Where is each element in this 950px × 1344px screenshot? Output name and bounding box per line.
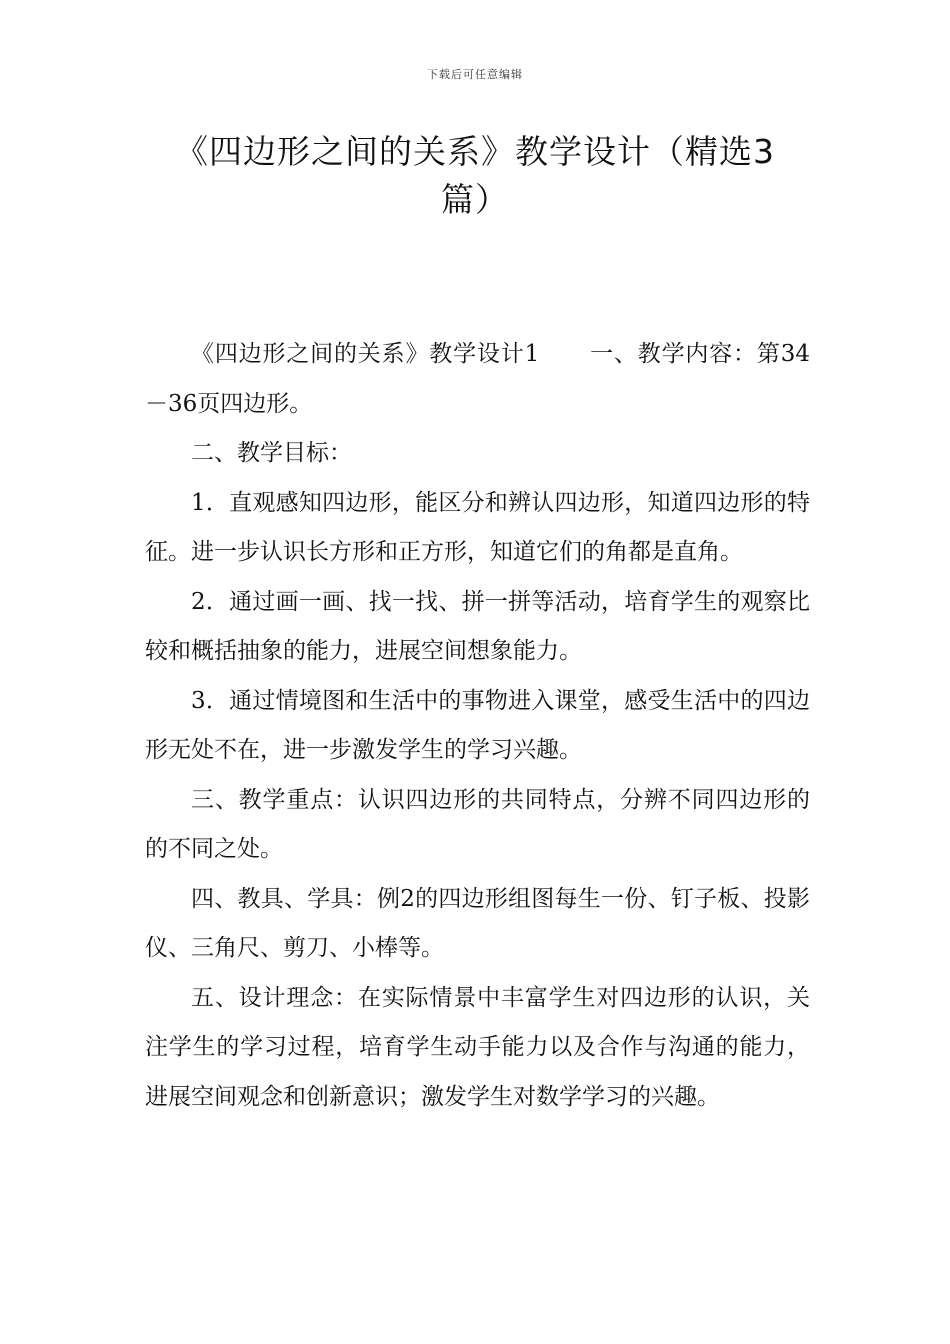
content-value: 第34－36页四边形。 <box>145 341 810 417</box>
content-label: 一、教学内容： <box>589 341 757 367</box>
paragraph-goal-1: 1．直观感知四边形，能区分和辨认四边形，知道四边形的特征。进一步认识长方形和正方形，知道它们的角都是直角。 <box>145 489 810 565</box>
title-line-2: 篇） <box>441 180 509 219</box>
document-title <box>140 128 810 224</box>
section-heading: 《四边形之间的关系》教学设计1 <box>191 341 540 367</box>
title-line-1: 《四边形之间的关系》教学设计（精选3 <box>175 132 775 171</box>
paragraph-goals-heading: 二、教学目标： <box>191 440 352 466</box>
paragraph-key-points: 三、教学重点：认识四边形的共同特点，分辨不同四边形的的不同之处。 <box>145 786 810 862</box>
paragraph-design-concept: 五、设计理念：在实际情景中丰富学生对四边形的认识，关注学生的学习过程，培育学生动手能力以及合作与沟通的能力，进展空间观念和创新意识；激发学生对数学学习的兴趣。 <box>145 984 810 1110</box>
header-note: 下载后可任意编辑 <box>427 68 523 81</box>
paragraph-goal-3: 3．通过情境图和生活中的事物进入课堂，感受生活中的四边形无处不在，进一步激发学生的学习兴趣。 <box>145 687 810 763</box>
paragraph-materials: 四、教具、学具：例2的四边形组图每生一份、钉子板、投影仪、三角尺、剪刀、小棒等。 <box>145 885 810 961</box>
paragraph-goal-2: 2．通过画一画、找一找、拼一拼等活动，培育学生的观察比较和概括抽象的能力，进展空间想象能力。 <box>145 588 810 664</box>
document-body <box>145 330 810 1122</box>
intro-paragraph <box>145 330 810 429</box>
